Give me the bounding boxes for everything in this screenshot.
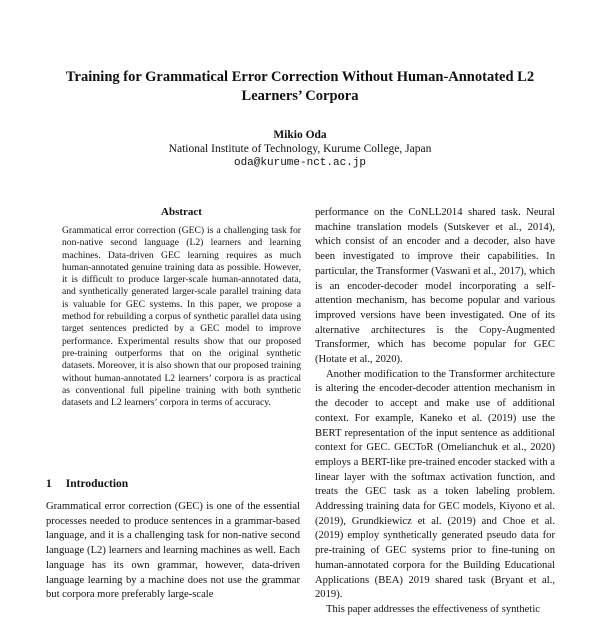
author-block bbox=[40, 128, 560, 170]
author-name: Mikio Oda bbox=[273, 129, 327, 141]
right-paragraph-1: performance on the CoNLL2014 shared task. Neural machine translation models (Sutskever et al., 2014), which consist of an encoder and a decoder, also have been investigated to improve their capabilities. In particular, the Transformer (Vaswani et al., 2017), which is an encoder-decoder model incorporating a self-attention mechanism, has become popular and various improved versions have been investigated. One of its alternative architectures is the Copy-Augmented Transformer, which has become popular for GEC (Hotate et al., 2020). bbox=[315, 207, 555, 366]
intro-paragraph: Grammatical error correction (GEC) is one of the essential processes needed to produce sentences in a grammar-based language, and it is a challenging task for non-native second language (L2) learners and learning machines as well. Each language has its own grammar, however, data-driven language learning by a machine does not use the grammar but corpora more preferably large-scale bbox=[46, 501, 300, 601]
author-email: oda@kurume-nct.ac.jp bbox=[233, 157, 367, 169]
section-number: 1 bbox=[46, 478, 52, 490]
abstract-body bbox=[62, 225, 301, 409]
paper-title: Training for Grammatical Error Correction Without Human-Annotated L2 Learners’ Corpora bbox=[65, 69, 535, 104]
right-paragraph-2: Another modification to the Transformer architecture is altering the encoder-decoder attention mechanism in the decoder to accept and make use of additional context. For example, Kaneko et al. (2019) use the BERT representation of the input sentence as additional context for GEC. GECToR (Omelianchuk et al., 2020) employs a BERT-like pre-trained encoder stacked with a linear layer with the softmax activation function, and treats the GEC task as a token labeling problem. Addressing training data for GEC models, Kiyono et al. (2019), Grundkiewicz et al. (2019) and Choe et al. (2019) employ synthetically generated pseudo data for pre-training of GEC systems prior to fine-tuning on human-annotated corpora for the Building Educational Applications (BEA) 2019 shared task (Bryant et al., 2019). bbox=[315, 368, 555, 601]
section-heading-introduction bbox=[46, 478, 128, 490]
right-paragraph-3: This paper addresses the effectiveness of synthetic bbox=[326, 603, 540, 615]
author-affiliation: National Institute of Technology, Kurume College, Japan bbox=[168, 143, 432, 155]
abstract-heading: Abstract bbox=[161, 206, 202, 218]
section-title: Introduction bbox=[65, 478, 129, 490]
introduction-body bbox=[46, 500, 300, 603]
abstract-text: Grammatical error correction (GEC) is a challenging task for non-native second language (L2) learners and learning machines. Data-driven GEC learning requires as much human-annotated genuine training data as possible. However, it is difficult to produce larger-scale human-annotated data, and synthetically generated larger-scale parallel training data is valuable for GEC systems. In this paper, we propose a method for rebuilding a corpus of synthetic parallel data using target sentences predicted by a GEC model to improve performance. Experimental results show that our proposed pre-training outperforms that on the original synthetic datasets. Moreover, it is also shown that our proposed training without human-annotated L2 learners’ corpora is as practical as conventional full pipeline training with both synthetic datasets and L2 learners’ corpora in terms of accuracy. bbox=[62, 225, 301, 409]
right-column bbox=[315, 206, 555, 618]
